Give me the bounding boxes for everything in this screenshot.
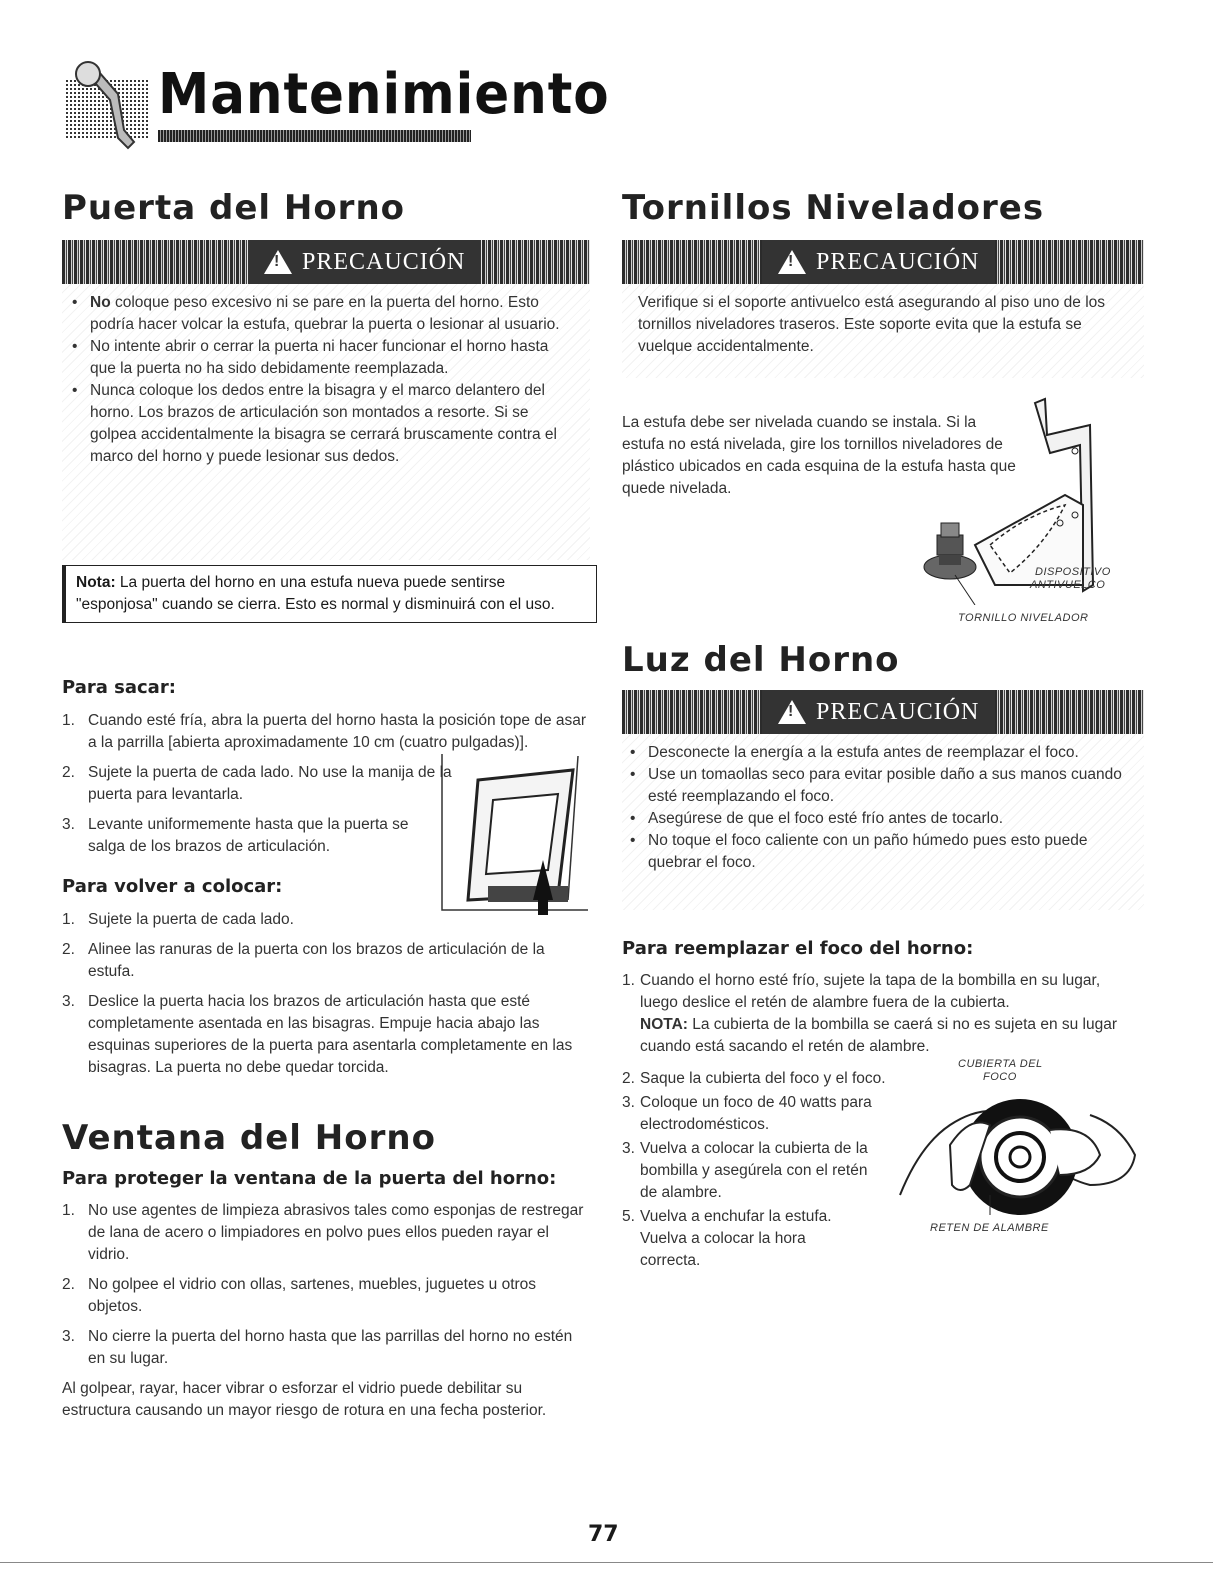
list-text: No use agentes de limpieza abrasivos tales como esponjas de restregar de lana de acero o limpiadores en polvo pues ellos pueden rayar el vidrio. xyxy=(88,1202,584,1263)
replace-bulb-title: Para reemplazar el foco del horno: xyxy=(622,938,974,959)
caution-label-text: PRECAUCIÓN xyxy=(816,698,980,725)
oven-light-caution-box xyxy=(622,690,1144,910)
oven-window-closing: Al golpear, rayar, hacer vibrar o esforzar el vidrio puede debilitar su estructura causando un mayor riesgo de rotura en una fecha posterior. xyxy=(62,1380,547,1419)
caution-item: • No coloque peso excesivo ni se pare en la puerta del horno. Esto podría hacer volcar la estufa, quebrar la puerta o lesionar al usuario. xyxy=(72,294,560,333)
note-text: La puerta del horno en una estufa nueva puede sentirse "esponjosa" cuando se cierra. Esto es normal y disminuirá con el uso. xyxy=(76,574,555,613)
note-label: NOTA: xyxy=(640,1016,688,1033)
list-text: Alinee las ranuras de la puerta con los brazos de articulación de la estufa. xyxy=(88,941,545,980)
caution-item-text: Nunca coloque los dedos entre la bisagra y el marco delantero del horno. Los brazos de articulación son montados a resorte. Si se golpea accidentalmente la bisagra se cerrará bruscamente contra el marco del horno y puede lesionar sus dedos. xyxy=(90,382,557,465)
list-item xyxy=(62,939,590,983)
list-item xyxy=(622,970,1132,1058)
list-number: 1. xyxy=(622,972,635,989)
list-number: 2. xyxy=(62,764,75,781)
list-text: Saque la cubierta del foco y el foco. xyxy=(640,1070,886,1087)
list-text: No cierre la puerta del horno hasta que las parrillas del horno no estén en su lugar. xyxy=(88,1328,573,1367)
caution-label xyxy=(762,240,995,284)
caution-item: • Asegúrese de que el foco esté frío antes de tocarlo. xyxy=(630,808,1130,830)
list-number: 3. xyxy=(622,1140,635,1157)
list-text: Sujete la puerta de cada lado. No use la manija de la puerta para levantarla. xyxy=(88,764,452,803)
list-text: No golpee el vidrio con ollas, sartenes, muebles, juguetes u otros objetos. xyxy=(88,1276,537,1315)
list-text: Sujete la puerta de cada lado. xyxy=(88,911,294,928)
caption-wire-retainer: RETEN DE ALAMBRE xyxy=(930,1222,1049,1234)
caution-bar xyxy=(62,240,590,284)
header-rule xyxy=(158,130,471,142)
caption-leveling-screw: TORNILLO NIVELADOR xyxy=(958,612,1089,624)
list-item xyxy=(622,1138,882,1204)
caption-bulb-cover-1: CUBIERTA DEL xyxy=(958,1058,1043,1070)
caution-label-text: PRECAUCIÓN xyxy=(816,248,980,275)
caution-label-text: PRECAUCIÓN xyxy=(302,248,466,275)
leveling-title: Tornillos Niveladores xyxy=(622,188,1045,228)
oven-door-illustration xyxy=(438,750,598,918)
list-text: Cuando el horno esté frío, sujete la tapa de la bombilla en su lugar, luego deslice el retén de alambre fuera de la cubierta. xyxy=(640,972,1101,1011)
list-number: 1. xyxy=(62,712,75,729)
caution-item-bold: No xyxy=(90,294,111,311)
list-text: Levante uniformemente hasta que la puerta se salga de los brazos de articulación. xyxy=(88,816,409,855)
remove-title: Para sacar: xyxy=(62,677,176,698)
caption-bulb-cover-2: FOCO xyxy=(983,1071,1017,1083)
caution-label xyxy=(762,690,995,734)
list-number: 2. xyxy=(62,1276,75,1293)
list-number: 2. xyxy=(622,1070,635,1087)
list-item xyxy=(622,1068,902,1090)
caution-item: • No toque el foco caliente con un paño húmedo pues esto puede quebrar el foco. xyxy=(630,830,1130,874)
caution-bar xyxy=(622,240,1144,284)
oven-light-title: Luz del Horno xyxy=(622,640,900,680)
caution-item: • Nunca coloque los dedos entre la bisagra y el marco delantero del horno. Los brazos de articulación son montados a resorte. Si se golpea accidentalmente la bisagra se cerrará bruscamente contra el marco del horno y puede lesionar sus dedos. xyxy=(72,380,560,468)
replace-bulb-steps xyxy=(622,1068,902,1280)
oven-window-subtitle: Para proteger la ventana de la puerta del horno: xyxy=(62,1168,557,1189)
list-item xyxy=(62,909,590,931)
leveling-body: La estufa debe ser nivelada cuando se instala. Si la estufa no está nivelada, gire los tornillos niveladores de plástico ubicados en cada esquina de la estufa hasta que quede nivelada. xyxy=(622,414,1016,497)
list-item xyxy=(62,762,462,806)
caution-label xyxy=(248,240,481,284)
caution-item-text: Use un tomaollas seco para evitar posible daño a sus manos cuando esté reemplazando el foco. xyxy=(648,766,1122,805)
replace-bulb-step-1 xyxy=(622,970,1132,1062)
caution-body xyxy=(622,284,1144,378)
list-text: Cuando esté fría, abra la puerta del horno hasta la posición tope de asar a la parrilla [abierta aproximadamente 10 cm (cuatro pulgadas)]. xyxy=(88,712,587,751)
caution-item-text: No toque el foco caliente con un paño húmedo pues esto puede quebrar el foco. xyxy=(648,832,1088,871)
light-bulb-illustration xyxy=(890,1085,1140,1225)
list-item xyxy=(62,1200,590,1266)
page-number: 77 xyxy=(588,1522,619,1547)
caution-body xyxy=(62,284,590,560)
note-label: Nota: xyxy=(76,574,116,591)
note-text: La cubierta de la bombilla se caerá si no es sujeta en su lugar cuando está sacando el retén de alambre. xyxy=(640,1016,1118,1055)
list-number: 5. xyxy=(622,1208,635,1225)
caution-text: Verifique si el soporte antivuelco está asegurando al piso uno de los tornillos niveladores traseros. Este soporte evita que la estufa se vuelque accidentalmente. xyxy=(638,294,1106,355)
caution-bar xyxy=(622,690,1144,734)
list-number: 3. xyxy=(62,816,75,833)
oven-window-title: Ventana del Horno xyxy=(62,1118,436,1158)
oven-window-steps xyxy=(62,1200,590,1422)
list-text: Coloque un foco de 40 watts para electrodomésticos. xyxy=(640,1094,872,1133)
oven-door-title: Puerta del Horno xyxy=(62,188,406,228)
caution-item-text: coloque peso excesivo ni se pare en la puerta del horno. Esto podría hacer volcar la estufa, quebrar la puerta o lesionar al usuario. xyxy=(90,294,560,333)
caption-anti-tip-2: ANTIVUELCO xyxy=(1030,579,1106,591)
caution-item-text: Asegúrese de que el foco esté frío antes de tocarlo. xyxy=(648,810,1004,827)
warning-triangle-icon xyxy=(264,250,292,274)
page-header-title: Mantenimiento xyxy=(158,62,610,127)
list-item xyxy=(62,991,590,1079)
wrench-icon xyxy=(62,60,152,150)
list-item xyxy=(62,814,432,858)
replace-steps xyxy=(62,909,590,1087)
list-number: 3. xyxy=(62,1328,75,1345)
leveling-caution-box xyxy=(622,240,1144,378)
list-item xyxy=(622,1206,862,1272)
caution-item-text: Desconecte la energía a la estufa antes de reemplazar el foco. xyxy=(648,744,1079,761)
caution-item: • Desconecte la energía a la estufa antes de reemplazar el foco. xyxy=(630,742,1130,764)
caution-item: • Use un tomaollas seco para evitar posible daño a sus manos cuando esté reemplazando el foco. xyxy=(630,764,1130,808)
list-item xyxy=(62,710,592,754)
list-number: 3. xyxy=(622,1094,635,1111)
bottom-rule xyxy=(0,1562,1213,1563)
warning-triangle-icon xyxy=(778,700,806,724)
list-item xyxy=(62,1326,590,1370)
caution-item-text: No intente abrir o cerrar la puerta ni hacer funcionar el horno hasta que la puerta no ha sido debidamente reemplazada. xyxy=(90,338,549,377)
caution-item: • No intente abrir o cerrar la puerta ni hacer funcionar el horno hasta que la puerta no ha sido debidamente reemplazada. xyxy=(72,336,560,380)
list-text: Vuelva a enchufar la estufa. Vuelva a colocar la hora correcta. xyxy=(640,1208,832,1269)
warning-triangle-icon xyxy=(778,250,806,274)
list-number: 1. xyxy=(62,911,75,928)
list-number: 2. xyxy=(62,941,75,958)
replace-title: Para volver a colocar: xyxy=(62,876,283,897)
oven-door-caution-box xyxy=(62,240,590,560)
list-item xyxy=(62,1274,590,1318)
caution-body xyxy=(622,734,1144,910)
caption-anti-tip-1: DISPOSITIVO xyxy=(1035,566,1111,578)
list-number: 1. xyxy=(62,1202,75,1219)
list-number: 3. xyxy=(62,993,75,1010)
list-item xyxy=(622,1092,902,1136)
note-box xyxy=(62,565,597,623)
list-text: Vuelva a colocar la cubierta de la bombilla y asegúrela con el retén de alambre. xyxy=(640,1140,868,1201)
list-text: Deslice la puerta hacia los brazos de articulación hasta que esté completamente asentada en las bisagras. Empuje hacia abajo las esquinas superiores de la puerta para asentarla completamente en las bisagras. La puerta no debe quedar torcida. xyxy=(88,993,573,1076)
